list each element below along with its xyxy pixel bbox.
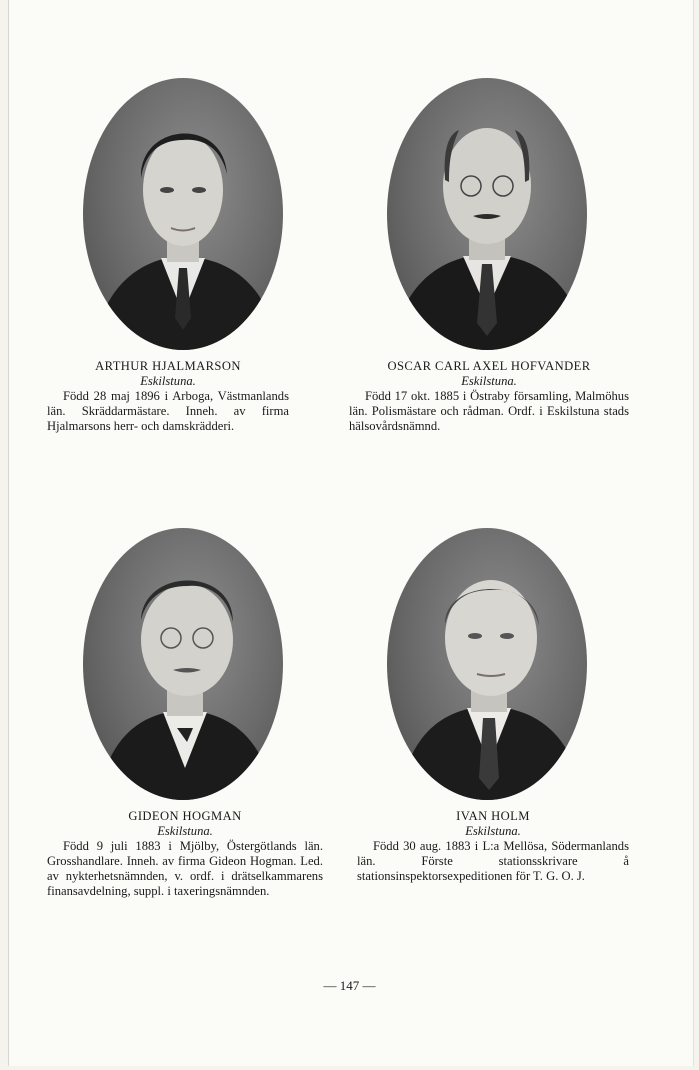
person-city: Eskilstuna.: [461, 374, 517, 388]
book-page: [8, 0, 694, 1066]
entry-gideon-hogman: [47, 809, 323, 899]
person-name: IVAN HOLM: [456, 809, 530, 823]
person-city: Eskilstuna.: [140, 374, 196, 388]
person-name: ARTHUR HJALMARSON: [95, 359, 241, 373]
page-number: — 147 —: [323, 978, 376, 993]
person-name: OSCAR CARL AXEL HOFVANDER: [387, 359, 591, 373]
portrait-photo-ivan-holm: [387, 528, 587, 800]
entry-ivan-holm: [357, 809, 629, 884]
person-bio: Född 28 maj 1896 i Arboga, Västmanlands län. Skräddarmästare. Inneh. av firma Hjalmarsons herr- och damskrädderi.: [47, 389, 289, 433]
person-city: Eskilstuna.: [465, 824, 521, 838]
portrait-photo-oscar-hofvander: [387, 78, 587, 350]
entry-oscar-hofvander: [349, 359, 629, 434]
entry-arthur-hjalmarson: [47, 359, 289, 434]
person-name: GIDEON HOGMAN: [128, 809, 242, 823]
person-bio: Född 17 okt. 1885 i Östraby församling, Malmöhus län. Polismästare och rådman. Ordf. i Eskilstuna stads hälsovårdsnämnd.: [349, 389, 629, 433]
person-bio: Född 30 aug. 1883 i L:a Mellösa, Södermanlands län. Förste stationsskrivare å stationsinspektorsexpeditionen för T. G. O. J.: [357, 839, 629, 883]
person-bio: Född 9 juli 1883 i Mjölby, Östergötlands län. Grosshandlare. Inneh. av firma Gideon Hogman. Led. av nykterhetsnämnden, v. ordf. i drätselkammarens finansavdelning, suppl. i taxeringsnämnden.: [47, 839, 323, 898]
portrait-photo-arthur-hjalmarson: [83, 78, 283, 350]
person-city: Eskilstuna.: [157, 824, 213, 838]
portrait-photo-gideon-hogman: [83, 528, 283, 800]
